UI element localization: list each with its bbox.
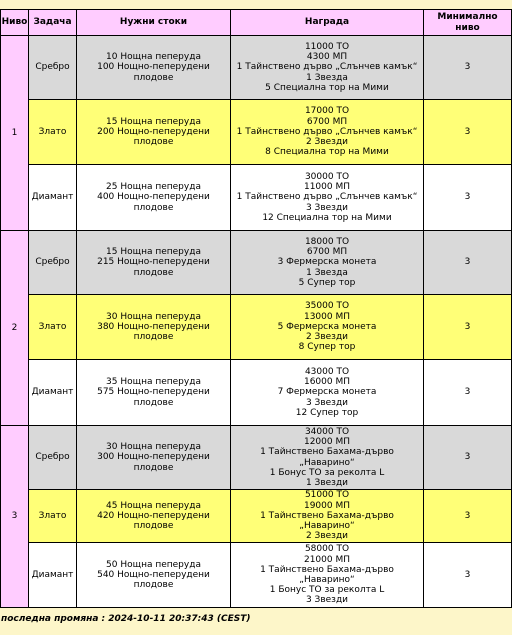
reward-line: 1 Тайнствено Бахама-дърво „Наварино“	[260, 447, 394, 468]
reward-cell	[231, 231, 424, 295]
reward-line: 1 Звезда	[306, 72, 348, 83]
reward-line: 18000 ТО	[304, 236, 350, 247]
reward-line: 6700 МП	[306, 116, 348, 127]
min-level-cell: 3	[424, 295, 512, 360]
reward-line: 58000 ТО	[304, 544, 350, 555]
reward-cell	[231, 165, 424, 231]
header-goods: Нужни стоки	[77, 10, 231, 36]
reward-line: 21000 МП	[303, 554, 351, 565]
reward-line: 4300 МП	[306, 52, 348, 63]
header-task: Задача	[29, 10, 77, 36]
reward-line: 19000 МП	[303, 500, 351, 511]
goods-line: 400 Нощно-пеперудени плодове	[97, 192, 210, 213]
reward-line: 17000 ТО	[304, 106, 350, 117]
goods-cell	[77, 100, 231, 165]
reward-line: 3 Звезди	[305, 202, 349, 213]
reward-line: 12 Супер тор	[295, 407, 359, 418]
goods-cell	[77, 490, 231, 543]
reward-line: 3 Фермерска монета	[277, 257, 377, 268]
goods-line: 25 Нощна пеперуда	[106, 182, 201, 193]
reward-line: 11000 ТО	[304, 41, 350, 52]
goods-line: 575 Нощно-пеперудени плодове	[97, 387, 210, 408]
min-level-cell: 3	[424, 165, 512, 231]
goods-cell	[77, 295, 231, 360]
rewards-table	[0, 9, 512, 608]
reward-line: 7 Фермерска монета	[277, 387, 377, 398]
reward-line: 3 Звезди	[305, 397, 349, 408]
reward-cell	[231, 360, 424, 426]
reward-line: 11000 МП	[303, 182, 351, 193]
goods-line: 200 Нощно-пеперудени плодове	[97, 126, 210, 148]
goods-cell	[77, 165, 231, 231]
reward-line: 34000 ТО	[304, 426, 350, 437]
table-row	[1, 543, 512, 608]
reward-line: 1 Тайнствено Бахама-дърво „Наварино“	[260, 510, 394, 532]
table-row	[1, 165, 512, 231]
goods-line: 420 Нощно-пеперудени плодове	[97, 510, 210, 532]
reward-cell	[231, 543, 424, 608]
goods-line: 45 Нощна пеперуда	[106, 500, 201, 511]
reward-line: 1 Бонус ТО за реколта L	[269, 585, 385, 596]
task-cell: Сребро	[29, 231, 77, 295]
table-row	[1, 100, 512, 165]
goods-line: 100 Нощно-пеперудени плодове	[97, 62, 210, 83]
level-cell: 2	[1, 231, 29, 426]
reward-cell	[231, 426, 424, 490]
task-cell: Сребро	[29, 426, 77, 490]
reward-line: 13000 МП	[303, 311, 351, 322]
reward-line: 43000 ТО	[304, 366, 350, 377]
goods-line: 15 Нощна пеперуда	[106, 116, 201, 127]
reward-line: 2 Звезди	[305, 332, 349, 343]
reward-line: 35000 ТО	[304, 301, 350, 312]
goods-line: 10 Нощна пеперуда	[106, 52, 201, 63]
table-row	[1, 360, 512, 426]
goods-line: 35 Нощна пеперуда	[106, 377, 201, 388]
min-level-cell: 3	[424, 231, 512, 295]
goods-line: 30 Нощна пеперуда	[106, 442, 201, 453]
goods-cell	[77, 360, 231, 426]
min-level-cell: 3	[424, 360, 512, 426]
header-level: Ниво	[1, 10, 29, 36]
reward-line: 5 Фермерска монета	[277, 321, 377, 332]
header-reward: Награда	[231, 10, 424, 36]
goods-line: 380 Нощно-пеперудени плодове	[97, 321, 210, 343]
goods-line: 50 Нощна пеперуда	[106, 559, 201, 570]
reward-line: 1 Звезда	[306, 267, 348, 278]
reward-line: 1 Тайнствено Бахама-дърво „Наварино“	[260, 564, 394, 585]
min-level-cell: 3	[424, 100, 512, 165]
goods-cell	[77, 36, 231, 100]
table-row	[1, 231, 512, 295]
reward-cell	[231, 100, 424, 165]
reward-cell	[231, 490, 424, 543]
level-cell: 3	[1, 426, 29, 608]
last-modified: последна промяна : 2024-10-11 20:37:43 (CEST)	[1, 614, 251, 624]
reward-cell	[231, 295, 424, 360]
min-level-cell: 3	[424, 543, 512, 608]
reward-line: 12 Специална тор на Мими	[262, 212, 392, 223]
reward-line: 8 Специална тор на Мими	[265, 147, 389, 158]
reward-line: 8 Супер тор	[298, 342, 356, 353]
goods-line: 15 Нощна пеперуда	[106, 247, 201, 258]
reward-line: 1 Тайнствено дърво „Слънчев камък“	[236, 62, 418, 73]
reward-line: 5 Супер тор	[298, 277, 356, 288]
table-row	[1, 36, 512, 100]
goods-cell	[77, 231, 231, 295]
goods-line: 30 Нощна пеперуда	[106, 311, 201, 322]
task-cell: Злато	[29, 100, 77, 165]
table-row	[1, 426, 512, 490]
reward-cell	[231, 36, 424, 100]
goods-cell	[77, 426, 231, 490]
reward-line: 16000 МП	[303, 377, 351, 388]
goods-line: 540 Нощно-пеперудени плодове	[97, 569, 210, 591]
reward-line: 6700 МП	[306, 247, 348, 258]
task-cell: Диамант	[29, 543, 77, 608]
reward-line: 1 Звезди	[305, 477, 349, 488]
task-cell: Диамант	[29, 360, 77, 426]
goods-line: 215 Нощно-пеперудени плодове	[97, 257, 210, 278]
reward-line: 1 Тайнствено дърво „Слънчев камък“	[236, 192, 418, 203]
table-row	[1, 490, 512, 543]
task-cell: Диамант	[29, 165, 77, 231]
task-cell: Злато	[29, 295, 77, 360]
reward-line: 12000 МП	[303, 437, 351, 448]
reward-line: 30000 ТО	[304, 171, 350, 182]
reward-line: 5 Специална тор на Мими	[265, 82, 389, 93]
min-level-cell: 3	[424, 36, 512, 100]
reward-line: 1 Бонус ТО за реколта L	[269, 467, 385, 478]
header-min-level: Минимално ниво	[424, 10, 512, 36]
goods-cell	[77, 543, 231, 608]
level-cell: 1	[1, 36, 29, 231]
table-body	[1, 36, 512, 608]
min-level-cell: 3	[424, 490, 512, 543]
reward-line: 2 Звезди	[305, 531, 349, 542]
table-row	[1, 295, 512, 360]
task-cell: Сребро	[29, 36, 77, 100]
reward-line: 51000 ТО	[304, 490, 350, 501]
min-level-cell: 3	[424, 426, 512, 490]
header-row	[1, 10, 512, 36]
reward-line: 1 Тайнствено дърво „Слънчев камък“	[236, 126, 418, 137]
task-cell: Злато	[29, 490, 77, 543]
reward-line: 3 Звезди	[305, 595, 349, 606]
goods-line: 300 Нощно-пеперудени плодове	[97, 452, 210, 473]
reward-line: 2 Звезди	[305, 137, 349, 148]
